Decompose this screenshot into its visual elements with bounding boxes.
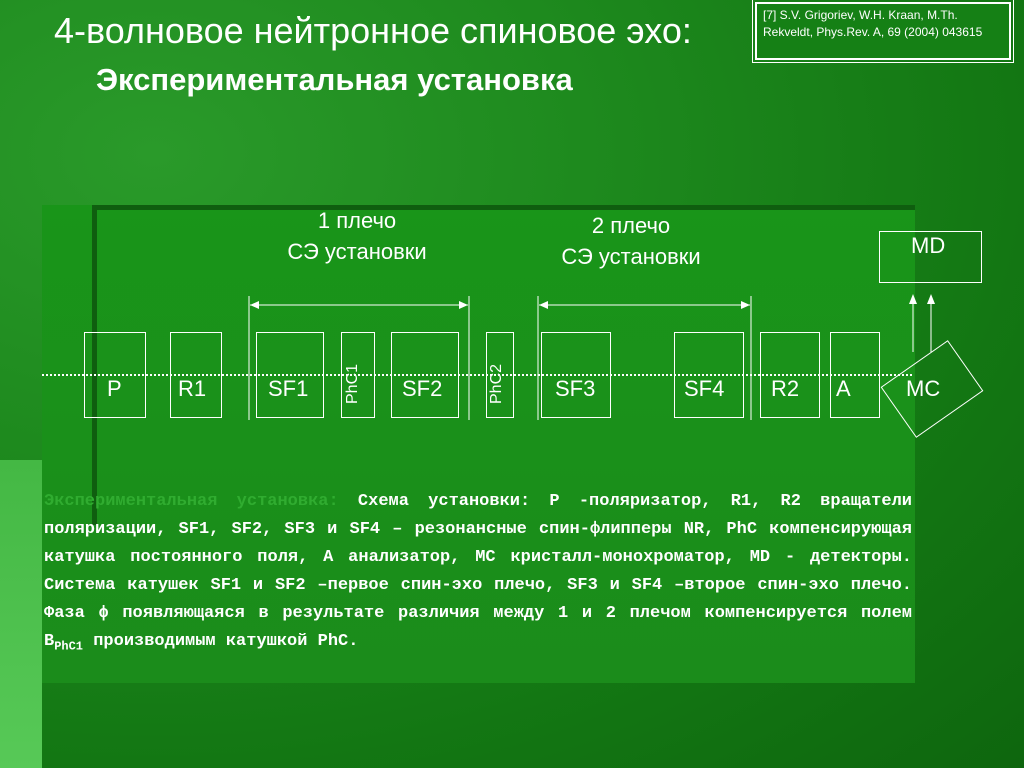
analyzer-label: A bbox=[836, 376, 851, 401]
spin-flipper-sf1-label: SF1 bbox=[268, 376, 309, 401]
description-heading: Экспериментальная установка: bbox=[44, 492, 339, 511]
compensation-coil-phc2-label: PhC2 bbox=[488, 363, 505, 404]
polarizer-label: P bbox=[107, 376, 122, 401]
detector-md-label: MD bbox=[911, 233, 946, 258]
arm2-label-line2: СЭ установки bbox=[561, 244, 701, 269]
description-subscript: PhC1 bbox=[54, 639, 84, 654]
monochromator-mc-label: MC bbox=[906, 376, 941, 401]
arm1-label-line1: 1 плечо bbox=[317, 208, 397, 233]
description-body: Схема установки: P -поляризатор, R1, R2 вращатели поляризации, SF1, SF2, SF3 и SF4 – резонансные спин-флипперы NR, PhC компенсирующая катушка постоянного поля, А анализатор, МС кристалл-монохроматор, MD - детекторы. Система катушек SF1 и SF2 –первое спин-эхо плечо, SF3 и SF4 –второе спин-эхо плечо. Фаза ϕ появляющаяся в результате различия между 1 и 2 плечом компенсируется полем B bbox=[44, 492, 912, 651]
description-body-end: производимым катушкой PhC. bbox=[83, 632, 359, 651]
rotator-r1-label: R1 bbox=[178, 376, 207, 401]
description-text bbox=[44, 488, 912, 660]
arm2-label-line1: 2 плечо bbox=[591, 213, 671, 238]
spin-flipper-sf4-label: SF4 bbox=[684, 376, 725, 401]
reference-box: [7] S.V. Grigoriev, W.H. Kraan, M.Th. Rekveldt, Phys.Rev. A, 69 (2004) 043615 bbox=[755, 2, 1011, 60]
slide-subtitle: Экспериментальная установка bbox=[96, 62, 573, 97]
arm2-arrowhead-right bbox=[741, 301, 750, 309]
detector-arrowhead-right bbox=[927, 294, 935, 304]
compensation-coil-phc1-label: PhC1 bbox=[344, 363, 361, 404]
slide-title: 4-волновое нейтронное спиновое эхо: bbox=[54, 10, 692, 51]
spin-flipper-sf3-label: SF3 bbox=[555, 376, 596, 401]
arm1-label-line2: СЭ установки bbox=[287, 239, 427, 264]
detector-arrowhead-left bbox=[909, 294, 917, 304]
arm1-arrowhead-right bbox=[459, 301, 468, 309]
arm2-arrowhead-left bbox=[539, 301, 548, 309]
rotator-r2-label: R2 bbox=[771, 376, 800, 401]
spin-flipper-sf2-label: SF2 bbox=[402, 376, 443, 401]
arm1-arrowhead-left bbox=[250, 301, 259, 309]
